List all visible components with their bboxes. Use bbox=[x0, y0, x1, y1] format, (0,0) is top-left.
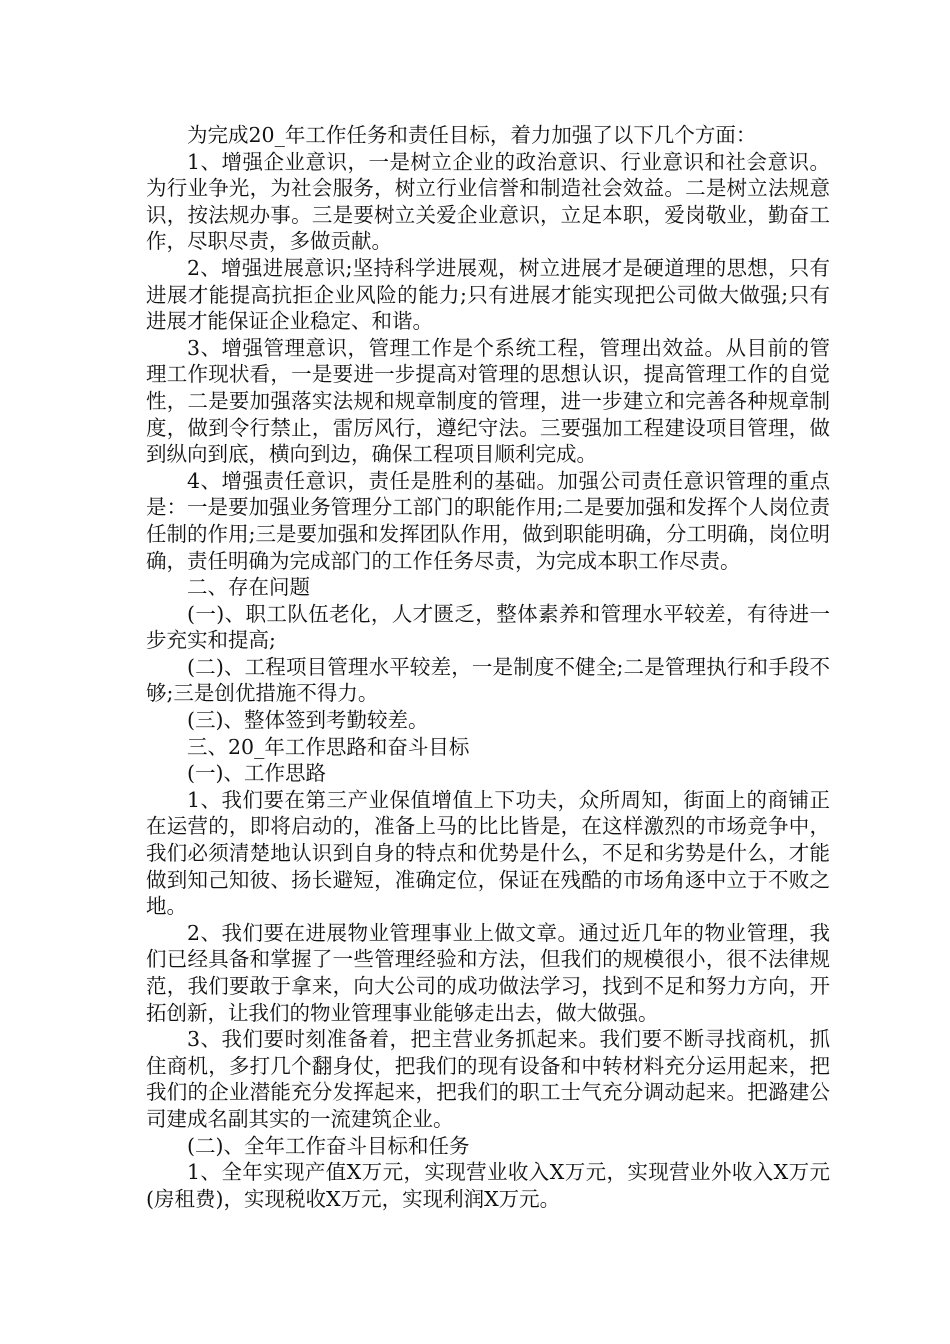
section-heading-problems: 二、存在问题 bbox=[187, 575, 310, 600]
section-heading-plans: 三、20_年工作思路和奋斗目标 bbox=[187, 734, 470, 759]
subheading-annual-goals: (二)、全年工作奋斗目标和任务 bbox=[187, 1133, 470, 1158]
paragraph-idea-2: 2、我们要在进展物业管理事业上做文章。通过近几年的物业管理，我们已经具备和掌握了一些管理经验和方法，但我们的规模很小，很不法律规范，我们要敢于拿来，向大公司的成功做法学习，找到不足和努力方向，开拓创新，让我们的物业管理事业能够走出去，做大做强。 bbox=[146, 920, 830, 1025]
paragraph-enterprise-awareness: 1、增强企业意识，一是树立企业的政治意识、行业意识和社会意识。为行业争光，为社会服务，树立行业信誉和制造社会效益。二是树立法规意识，按法规办事。三是要树立关爱企业意识，立足本职，爱岗敬业，勤奋工作，尽职尽责，多做贡献。 bbox=[146, 149, 830, 254]
paragraph-intro: 为完成20_年工作任务和责任目标，着力加强了以下几个方面： bbox=[187, 123, 757, 147]
paragraph-problem-2: (二)、工程项目管理水平较差，一是制度不健全;二是管理执行和手段不够;三是创优措施不得力。 bbox=[146, 654, 830, 706]
paragraph-idea-1: 1、我们要在第三产业保值增值上下功夫，众所周知，街面上的商铺正在运营的，即将启动的，准备上马的比比皆是，在这样激烈的市场竞争中，我们必须清楚地认识到自身的特点和优势是什么，不足和劣势是什么，才能做到知己知彼、扬长避短，准确定位，保证在残酷的市场角逐中立于不败之地。 bbox=[146, 787, 830, 919]
paragraph-idea-3: 3、我们要时刻准备着，把主营业务抓起来。我们要不断寻找商机，抓住商机，多打几个翻身仗，把我们的现有设备和中转材料充分运用起来，把我们的企业潜能充分发挥起来，把我们的职工士气充分调动起来。把潞建公司建成名副其实的一流建筑企业。 bbox=[146, 1027, 830, 1131]
paragraph-problem-1: (一)、职工队伍老化，人才匮乏，整体素养和管理水平较差，有待进一步充实和提高; bbox=[146, 601, 830, 653]
paragraph-management-awareness: 3、增强管理意识，管理工作是个系统工程，管理出效益。从目前的管理工作现状看，一是要进一步提高对管理的思想认识，提高管理工作的自觉性，二是要加强落实法规和规章制度的管理，进一步建立和完善各种规章制度，做到令行禁止，雷厉风行，遵纪守法。三要强加工程建设项目管理，做到纵向到底，横向到边，确保工程项目顺利完成。 bbox=[146, 335, 830, 467]
paragraph-responsibility-awareness: 4、增强责任意识，责任是胜利的基础。加强公司责任意识管理的重点是：一是要加强业务管理分工部门的职能作用;二是要加强和发挥个人岗位责任制的作用;三是要加强和发挥团队作用，做到职能明确，分工明确，岗位明确，责任明确为完成部门的工作任务尽责，为完成本职工作尽责。 bbox=[146, 468, 830, 573]
paragraph-development-awareness: 2、增强进展意识;坚持科学进展观，树立进展才是硬道理的思想，只有进展才能提高抗拒企业风险的能力;只有进展才能实现把公司做大做强;只有进展才能保证企业稳定、和谐。 bbox=[146, 255, 830, 334]
paragraph-goal-1: 1、全年实现产值X万元，实现营业收入X万元，实现营业外收入X万元(房租费)，实现税收X万元，实现利润X万元。 bbox=[146, 1160, 830, 1211]
paragraph-problem-3: (三)、整体签到考勤较差。 bbox=[187, 708, 429, 733]
subheading-work-ideas: (一)、工作思路 bbox=[187, 761, 326, 786]
document-page bbox=[146, 122, 830, 1212]
